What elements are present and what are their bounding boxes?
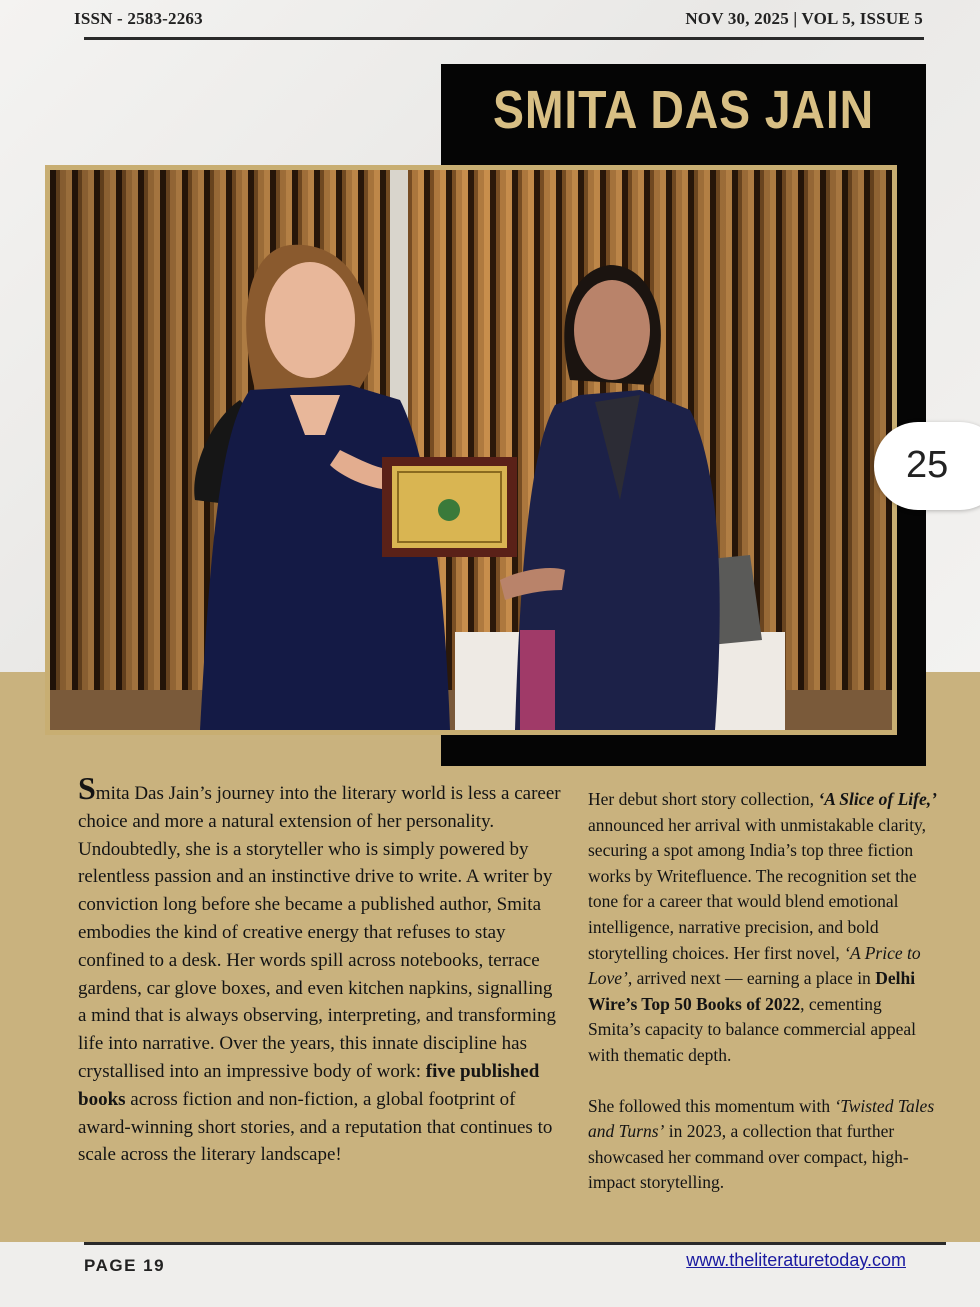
website-link[interactable]: www.theliteraturetoday.com <box>686 1250 906 1270</box>
left-bold-1: five published books <box>78 1060 540 1110</box>
right-text-2: announced her arrival with unmistakable clarity, securing a spot among India’s top three fiction works by Writefluence. The recognition set the tone for a career that would blend emotional intelligence, narrative precision, and bold storytelling choices. Her first novel, <box>588 814 927 963</box>
right-text-3: , arrived next — earning a place in <box>627 968 876 989</box>
issn-label: ISSN - 2583-2263 <box>74 9 203 28</box>
right-text-4: , cementing Smita’s capacity to balance commercial appeal with thematic depth. <box>588 993 916 1065</box>
header-rule <box>84 37 924 40</box>
right-text-1: Her debut short story collection, <box>588 789 819 809</box>
left-paragraph <box>78 770 562 1169</box>
article-title: SMITA DAS JAIN <box>492 80 875 140</box>
right-text-5: She followed this momentum with <box>588 1095 835 1116</box>
book-title-price-to-love: ‘A Price to Love’ <box>588 942 921 989</box>
right-paragraph-1 <box>588 787 938 1069</box>
left-text-1: mita Das Jain’s journey into the literary world is less a career choice and more a natural extension of her personality. Undoubtedly, she is a storyteller who is simply powered by relentless passion and an instinctive drive to write. A writer by conviction long before she became a published author, Smita embodies the kind of creative energy that refuses to stay confined to a desk. Her words spill across notebooks, terrace gardens, car glove boxes, and even kitchen napkins, signalling a mind that is always observing, interpreting, and transforming life into narrative. Over the years, this innate discipline has crystallised into an impressive body of work: <box>78 783 561 1082</box>
left-text-2: across fiction and non-fiction, a global footprint of award-winning short stories, and a reputation that continues to scale across the literary landscape! <box>78 1088 553 1166</box>
issue-date-label: NOV 30, 2025 | VOL 5, ISSUE 5 <box>685 9 923 28</box>
footer-rule <box>84 1242 946 1245</box>
right-text-6: in 2023, a collection that further showcased her command over compact, high-impact storytelling. <box>588 1121 909 1193</box>
award-photo <box>45 165 897 735</box>
page-number-badge <box>874 422 980 510</box>
book-title-twisted-tales: ‘Twisted Tales and Turns’ <box>588 1095 935 1142</box>
award-photo-illustration <box>50 170 892 730</box>
drop-cap: S <box>78 770 96 806</box>
page-label: PAGE 19 <box>84 1256 166 1275</box>
article-column-left <box>78 770 562 1169</box>
right-paragraph-2 <box>588 1094 938 1196</box>
article-column-right <box>588 787 938 1196</box>
page-number: 25 <box>906 444 949 486</box>
book-title-slice-of-life: ‘A Slice of Life,’ <box>818 789 937 809</box>
delhi-wire-award: Delhi Wire’s Top 50 Books of 2022 <box>588 968 916 1014</box>
